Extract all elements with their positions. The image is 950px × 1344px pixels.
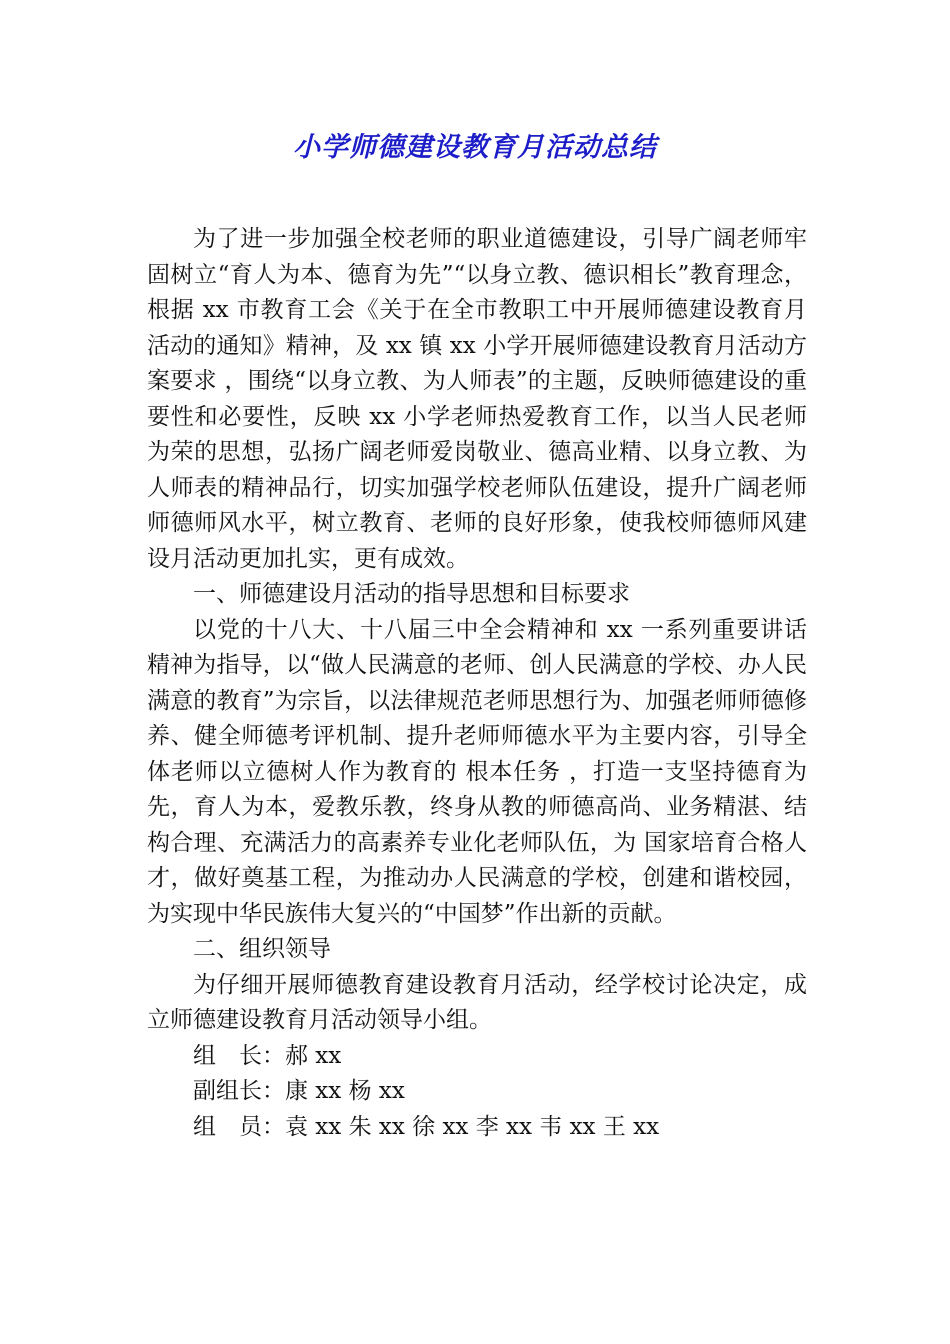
- document-body: [147, 222, 807, 1145]
- section-heading-1: 一、师德建设月活动的指导思想和目标要求: [193, 581, 630, 607]
- members-line: 组 员：袁 xx 朱 xx 徐 xx 李 xx 韦 xx 王 xx: [193, 1113, 660, 1140]
- section-heading-2: 二、组织领导: [193, 936, 331, 962]
- document-title: 小学师德建设教育月活动总结: [293, 132, 657, 163]
- leader-line: 组 长：郝 xx: [193, 1042, 342, 1069]
- intro-paragraph: 为了进一步加强全校老师的职业道德建设，引导广阔老师牢固树立“育人为本、德育为先”“以身立教、德识相长”教育理念，根据 xx 市教育工会《关于在全市教职工中开展师德建设教育月活动的通知》精神，及 xx 镇 xx 小学开展师德建设教育月活动方案要求 ，围绕“以身立教、为人师表”的主题，反映师德建设的重要性和必要性，反映 xx 小学老师热爱教育工作，以当人民老师为荣的思想，弘扬广阔老师爱岗敬业、德高业精、以身立教、为人师表的精神品行，切实加强学校老师队伍建设，提升广阔老师师德师风水平，树立教育、老师的良好形象，使我校师德师风建设月活动更加扎实，更有成效。: [147, 226, 807, 572]
- guiding-thought-paragraph: 以党的十八大、十八届三中全会精神和 xx 一系列重要讲话精神为指导，以“做人民满意的老师、创人民满意的学校、办人民满意的教育”为宗旨，以法律规范老师思想行为、加强老师师德修养、健全师德考评机制、提升老师师德水平为主要内容，引导全体老师以立德树人作为教育的 根本任务 ，打造一支坚持德育为先，育人为本，爱教乐教，终身从教的师德高尚、业务精湛、结构合理、充满活力的高素养专业化老师队伍，为 国家培育合格人才，做好奠基工程，为推动办人民满意的学校，创建和谐校园，为实现中华民族伟大复兴的“中国梦”作出新的贡献。: [147, 616, 807, 927]
- organization-paragraph: 为仔细开展师德教育建设教育月活动，经学校讨论决定，成立师德建设教育月活动领导小组。: [147, 971, 807, 1033]
- deputy-leader-line: 副组长：康 xx 杨 xx: [193, 1078, 405, 1104]
